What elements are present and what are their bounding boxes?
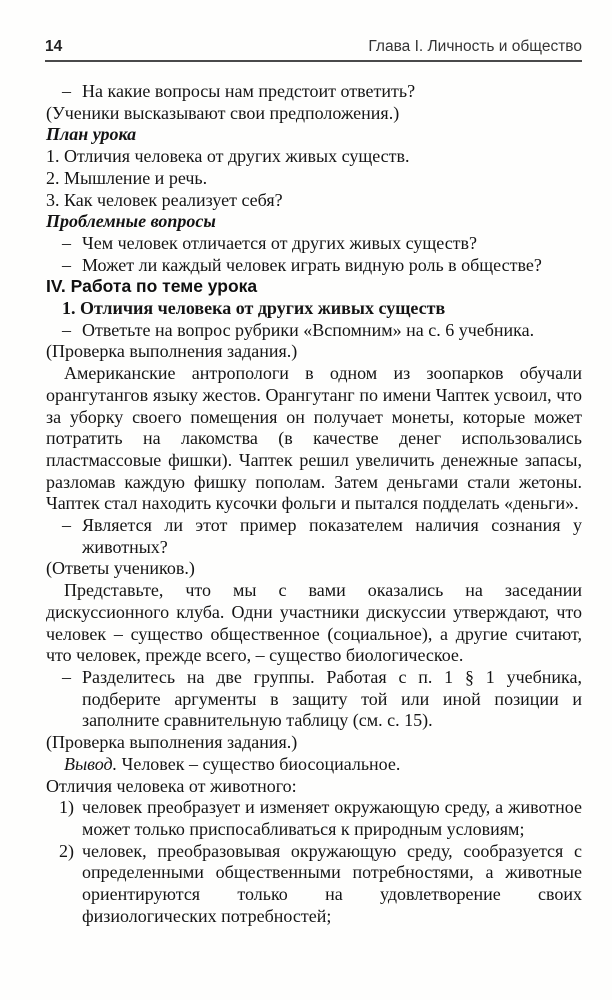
dash-item bbox=[46, 233, 582, 255]
page-number: 14 bbox=[45, 38, 63, 55]
text-content: человек преобразует и изменяет окружающую среду, а животное может только приспосабливаться к природным условиям; bbox=[82, 797, 582, 839]
section-heading bbox=[46, 276, 582, 298]
dash-marker: – bbox=[62, 81, 71, 101]
text-content: На какие вопросы нам предстоит ответить? bbox=[82, 81, 416, 101]
dash-marker: – bbox=[62, 254, 71, 275]
conclusion-line bbox=[46, 754, 582, 776]
text-content: Человек – существо биосоциальное. bbox=[121, 753, 401, 774]
text-content: Отличия человека от животного: bbox=[46, 775, 297, 796]
dash-marker: – bbox=[62, 666, 71, 687]
dash-item bbox=[46, 667, 582, 732]
list-marker: 2) bbox=[59, 840, 74, 861]
text-content: 1. Отличия человека от других живых существ bbox=[62, 298, 446, 319]
text-line bbox=[46, 732, 582, 754]
run-in-heading bbox=[46, 211, 582, 233]
text-content: Представьте, что мы с вами оказались на заседании дискуссионного клуба. Одни участники дискуссии утверждают, что человек – существо общественное (социальное), а другие считают, что человек, прежде всего, – существо биологическое. bbox=[46, 580, 582, 666]
text-content: 2. Мышление и речь. bbox=[46, 167, 208, 188]
text-line bbox=[46, 190, 582, 212]
text-content: (Проверка выполнения задания.) bbox=[46, 732, 298, 753]
text-content: 1. Отличия человека от других живых существ. bbox=[46, 146, 410, 167]
text-content: 3. Как человек реализует себя? bbox=[46, 189, 283, 210]
text-content: План урока bbox=[46, 124, 137, 145]
text-content: Является ли этот пример показателем наличия сознания у животных? bbox=[82, 515, 582, 557]
chapter-title: Глава I. Личность и общество bbox=[368, 38, 582, 55]
run-in-heading bbox=[46, 124, 582, 146]
dash-item bbox=[46, 320, 582, 342]
text-line bbox=[46, 558, 582, 580]
text-content: Может ли каждый человек играть видную роль в обществе? bbox=[82, 254, 542, 275]
numbered-item bbox=[46, 797, 582, 840]
text-content: (Ученики высказывают свои предположения.) bbox=[46, 102, 400, 123]
page-body bbox=[46, 81, 582, 927]
text-line bbox=[46, 168, 582, 190]
numbered-item bbox=[46, 841, 582, 928]
text-line bbox=[46, 146, 582, 168]
running-header bbox=[45, 38, 582, 62]
text-line bbox=[46, 341, 582, 363]
text-line bbox=[46, 776, 582, 798]
text-content: (Ответы учеников.) bbox=[46, 558, 195, 579]
dash-marker: – bbox=[62, 515, 71, 536]
text-content: Проблемные вопросы bbox=[46, 211, 216, 232]
text-content: IV. Работа по теме урока bbox=[46, 276, 258, 297]
conclusion-lead-word: Вывод. bbox=[64, 753, 118, 774]
paragraph bbox=[46, 580, 582, 667]
text-content: (Проверка выполнения задания.) bbox=[46, 341, 298, 362]
text-line bbox=[46, 103, 582, 125]
text-content: человек, преобразовывая окружающую среду, сообразуется с определенными общественными потребностями, а животные ориентируются только на удовлетворение своих физиологических потребностей; bbox=[82, 840, 582, 926]
text-content: Чем человек отличается от других живых существ? bbox=[82, 232, 478, 253]
list-marker: 1) bbox=[59, 797, 74, 818]
text-content: Американские антропологи в одном из зоопарков обучали орангутангов языку жестов. Орангутанг по имени Чаптек усвоил, что за уборку своего помещения он получает монеты, которые может потратить на лакомства (в качестве денег использовались пластмассовые фишки). Чаптек решил увеличить денежные запасы, разломав каждую фишку пополам. Затем деньгами стали жетоны. Чаптек стал находить кусочки фольги и пытался подделать «деньги». bbox=[46, 363, 582, 514]
dash-marker: – bbox=[62, 319, 71, 340]
text-content: Разделитесь на две группы. Работая с п. 1 § 1 учебника, подберите аргументы в защиту той или иной позиции и заполните сравнительную таблицу (см. с. 15). bbox=[82, 666, 582, 731]
dash-item bbox=[46, 255, 582, 277]
dash-item bbox=[46, 81, 582, 103]
text-content: Ответьте на вопрос рубрики «Вспомним» на с. 6 учебника. bbox=[82, 319, 535, 340]
dash-marker: – bbox=[62, 232, 71, 253]
subsection-heading bbox=[46, 298, 582, 320]
paragraph bbox=[46, 363, 582, 515]
dash-item bbox=[46, 515, 582, 558]
